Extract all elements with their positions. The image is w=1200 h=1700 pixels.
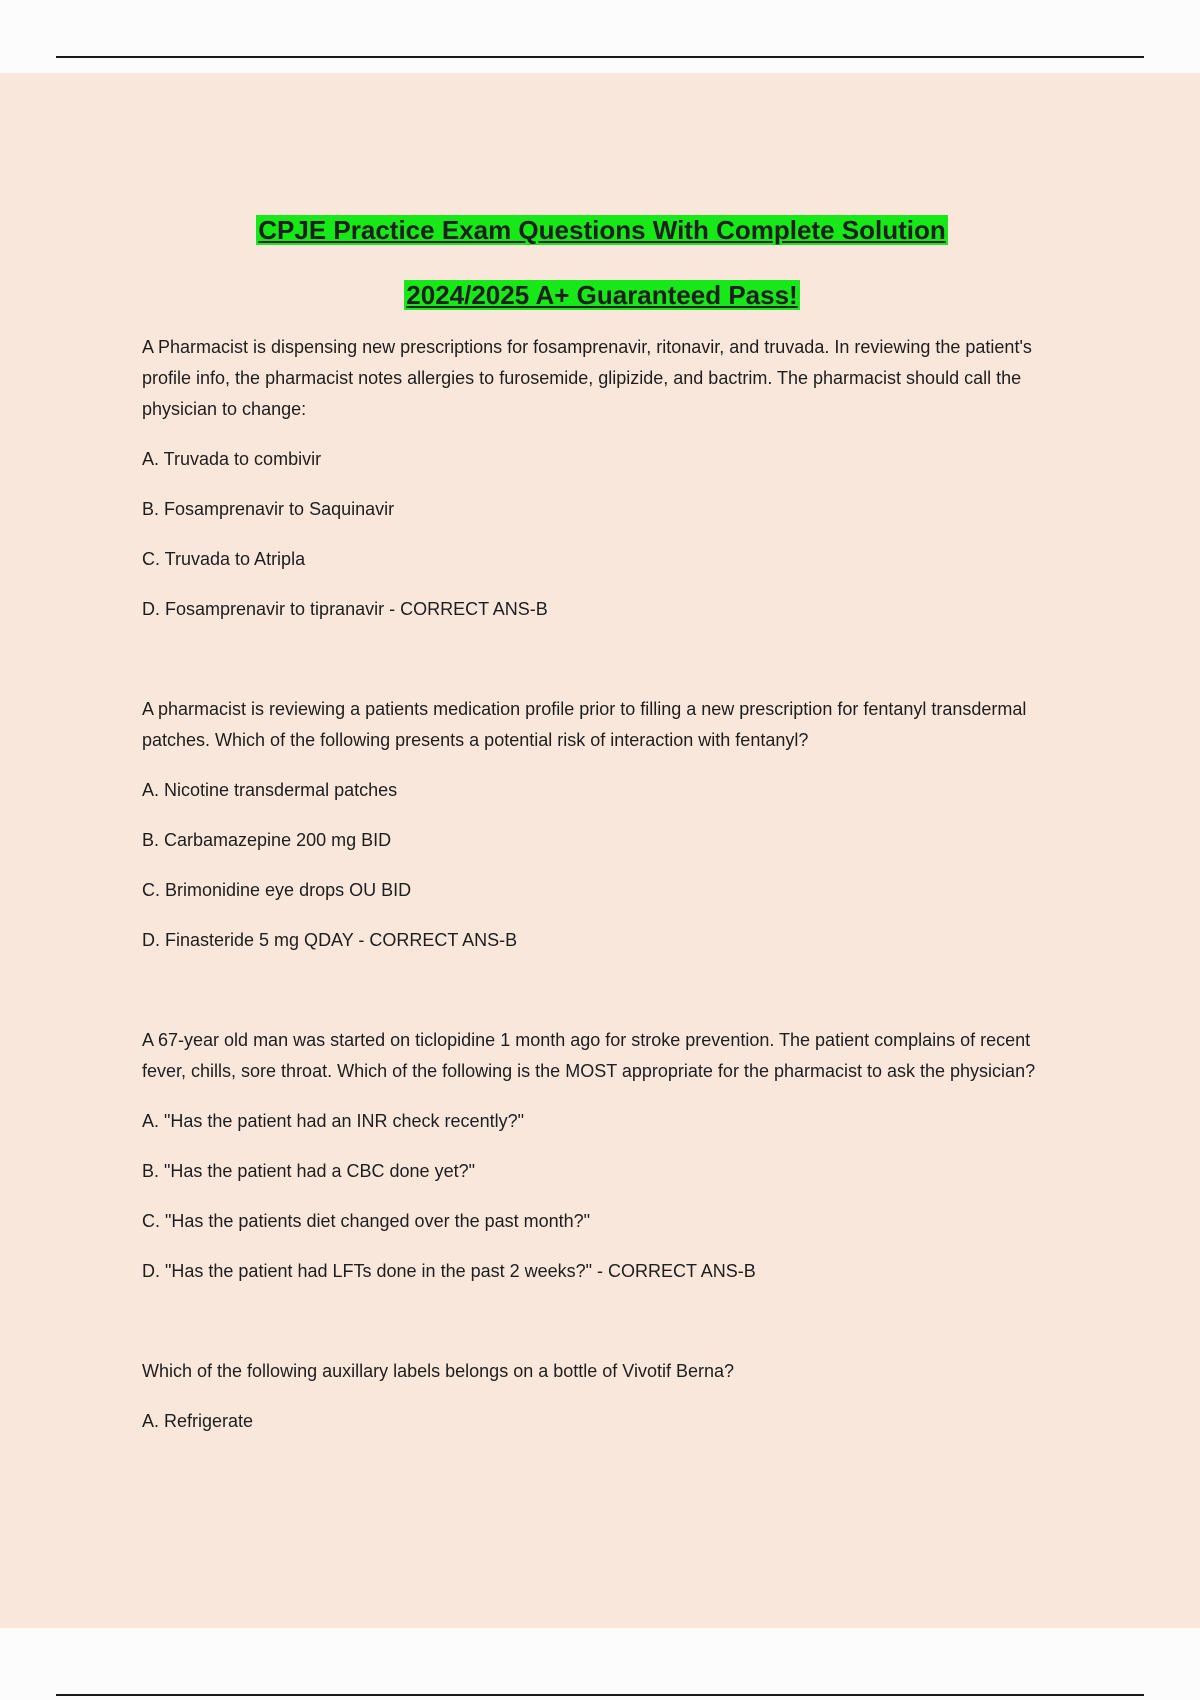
answer-option: A. Nicotine transdermal patches	[142, 780, 398, 800]
question-text: A 67-year old man was started on ticlopidine 1 month ago for stroke prevention. The patient complains of recent fever, chills, sore throat. Which of the following is the MOST appropriate for the pharmacist to ask the physician?	[142, 1030, 1036, 1081]
answer-option: B. "Has the patient had a CBC done yet?"	[142, 1161, 475, 1181]
page-content	[142, 213, 1062, 1456]
footer-rule	[56, 1694, 1144, 1696]
answer-option: A. Refrigerate	[142, 1411, 254, 1431]
question-block	[142, 1356, 1062, 1437]
question-text: A Pharmacist is dispensing new prescriptions for fosamprenavir, ritonavir, and truvada. In reviewing the patient's profile info, the pharmacist notes allergies to furosemide, glipizide, and bactrim. The pharmacist should call the physician to change:	[142, 337, 1032, 419]
answer-option: C. "Has the patients diet changed over the past month?"	[142, 1211, 591, 1231]
question-text: Which of the following auxillary labels belongs on a bottle of Vivotif Berna?	[142, 1361, 735, 1381]
spacer	[142, 1306, 1062, 1356]
title-line-1: CPJE Practice Exam Questions With Complete Solution	[258, 215, 946, 245]
question-block	[142, 694, 1062, 956]
answer-option: B. Fosamprenavir to Saquinavir	[142, 499, 395, 519]
question-block	[142, 1025, 1062, 1287]
answer-option: B. Carbamazepine 200 mg BID	[142, 830, 392, 850]
answer-option: D. Fosamprenavir to tipranavir - CORRECT ANS-B	[142, 599, 548, 619]
answer-option: C. Truvada to Atripla	[142, 549, 306, 569]
header-rule	[56, 56, 1144, 58]
spacer	[142, 644, 1062, 694]
question-block	[142, 332, 1062, 625]
answer-option: D. "Has the patient had LFTs done in the past 2 weeks?" - CORRECT ANS-B	[142, 1261, 756, 1281]
spacer	[142, 975, 1062, 1025]
answer-option: C. Brimonidine eye drops OU BID	[142, 880, 412, 900]
answer-option: D. Finasteride 5 mg QDAY - CORRECT ANS-B	[142, 930, 518, 950]
question-text: A pharmacist is reviewing a patients medication profile prior to filling a new prescription for fentanyl transdermal patches. Which of the following presents a potential risk of interaction with fentanyl?	[142, 699, 1027, 750]
title-line-2: 2024/2025 A+ Guaranteed Pass!	[406, 280, 798, 310]
answer-option: A. "Has the patient had an INR check recently?"	[142, 1111, 524, 1131]
document-page	[0, 73, 1200, 1628]
answer-option: A. Truvada to combivir	[142, 449, 322, 469]
